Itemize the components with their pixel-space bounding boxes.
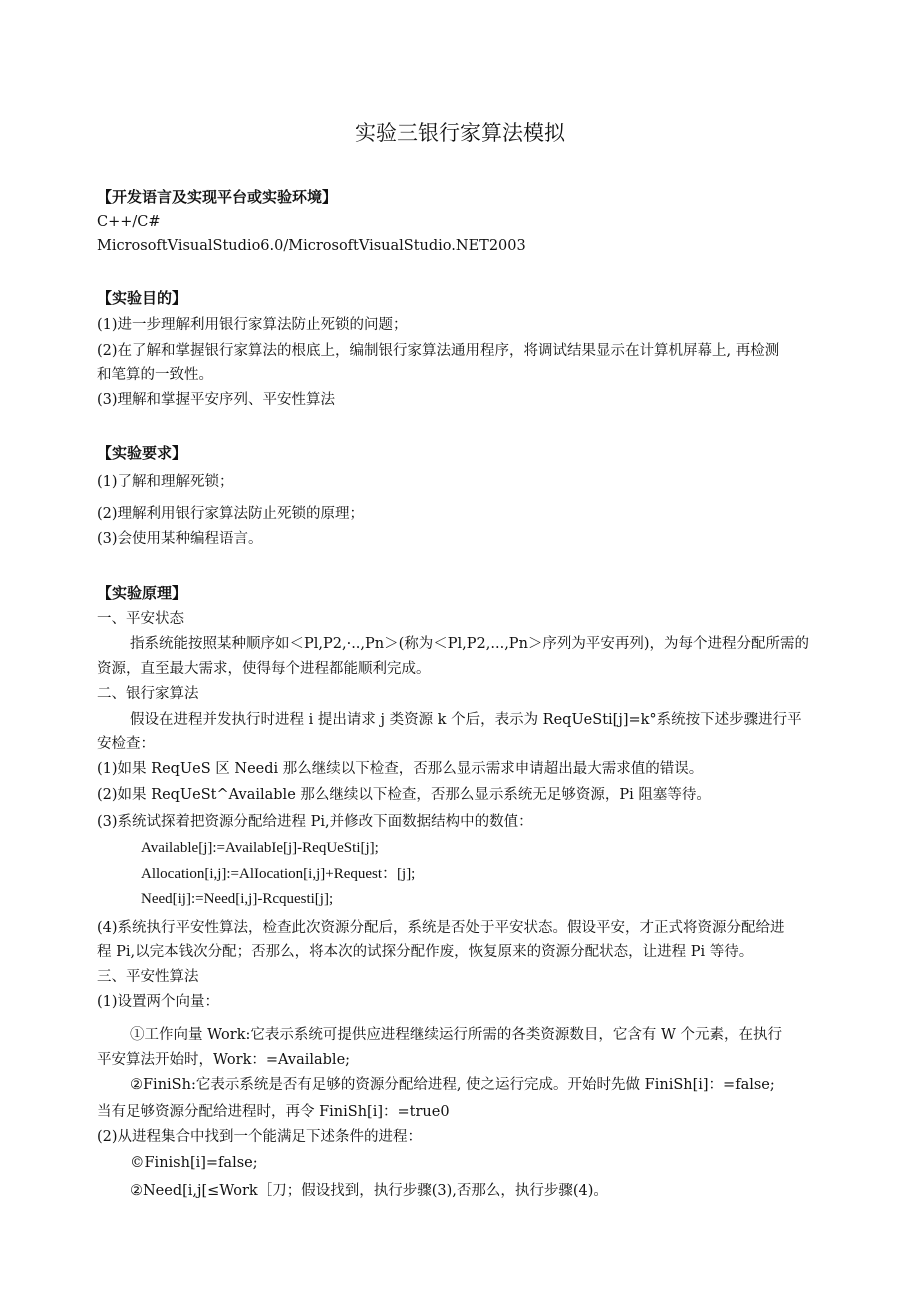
env-line: C++/C# bbox=[97, 214, 161, 230]
principle-line: (3)系统试探着把资源分配给进程 Pi,并修改下面数据结构中的数值： bbox=[97, 814, 533, 830]
subsection-heading: 二、银行家算法 bbox=[97, 686, 199, 702]
section-heading-principle: 【实验原理】 bbox=[97, 584, 188, 602]
principle-line: (4)系统执行平安性算法，检查此次资源分配后，系统是否处于平安状态。假设平安，才正式将资源分配给进 bbox=[97, 920, 785, 936]
principle-line: ②Need[i,j[≤Work［刀；假设找到，执行步骤(3),否那么，执行步骤(4)。 bbox=[130, 1183, 608, 1199]
code-line: Need[ij]:=Need[i,j]-Rcquesti[j]; bbox=[141, 891, 334, 907]
principle-line: ©Finish[i]=false; bbox=[130, 1155, 258, 1171]
section-heading-env: 【开发语言及实现平台或实验环境】 bbox=[97, 188, 338, 206]
principle-line: ①工作向量 Work:它表示系统可提供应进程继续运行所需的各类资源数目，它含有 W 个元素，在执行 bbox=[130, 1027, 782, 1043]
subsection-heading: 一、平安状态 bbox=[97, 611, 184, 627]
purpose-line: (3)理解和掌握平安序列、平安性算法 bbox=[97, 392, 336, 408]
page-title: 实验三银行家算法模拟 bbox=[355, 121, 565, 145]
section-heading-purpose: 【实验目的】 bbox=[97, 289, 188, 307]
requirement-line: (2)理解利用银行家算法防止死锁的原理； bbox=[97, 506, 365, 522]
principle-line: 资源，直至最大需求，使得每个进程都能顺利完成。 bbox=[97, 661, 431, 677]
code-line: Available[j]:=AvailabIe[j]-ReqUeSti[j]; bbox=[141, 840, 379, 856]
env-line: MicrosoftVisualStudio6.0/MicrosoftVisualStudio.NET2003 bbox=[97, 238, 526, 254]
principle-line: 指系统能按照某种顺序如＜Pl,P2,·..,Pn＞(称为＜Pl,P2,...,Pn＞序列为平安再列)，为每个进程分配所需的 bbox=[130, 636, 810, 652]
principle-line: (2)如果 ReqUeSt^Available 那么继续以下检查，否那么显示系统无足够资源，Pi 阻塞等待。 bbox=[97, 787, 711, 803]
principle-line: (2)从进程集合中找到一个能满足下述条件的进程： bbox=[97, 1129, 423, 1145]
requirement-line: (3)会使用某种编程语言。 bbox=[97, 531, 263, 547]
principle-line: ②FiniSh:它表示系统是否有足够的资源分配给进程, 使之运行完成。开始时先做 FiniSh[i]：=false; bbox=[130, 1077, 775, 1093]
principle-line: 程 Pi,以完本钱次分配；否那么，将本次的试探分配作废，恢复原来的资源分配状态，让进程 Pi 等待。 bbox=[97, 944, 754, 960]
principle-line: (1)设置两个向量： bbox=[97, 994, 220, 1010]
subsection-heading: 三、平安性算法 bbox=[97, 969, 199, 985]
purpose-line: (2)在了解和掌握银行家算法的根底上，编制银行家算法通用程序，将调试结果显示在计算机屏幕上, 再检测 bbox=[97, 343, 780, 359]
principle-line: (1)如果 ReqUeS 区 Needi 那么继续以下检查，否那么显示需求申请超出最大需求值的错误。 bbox=[97, 761, 704, 777]
purpose-line: (1)进一步理解利用银行家算法防止死锁的问题； bbox=[97, 317, 408, 333]
section-heading-requirements: 【实验要求】 bbox=[97, 444, 188, 462]
principle-line: 当有足够资源分配给进程时，再令 FiniSh[i]：=true0 bbox=[97, 1104, 450, 1120]
principle-line: 假设在进程并发执行时进程 i 提出请求 j 类资源 k 个后，表示为 ReqUeSti[j]=k°系统按下述步骤进行平 bbox=[130, 712, 802, 728]
principle-line: 安检查： bbox=[97, 736, 155, 752]
code-line: Allocation[i,j]:=AlIocation[i,j]+Request：[j]; bbox=[141, 866, 416, 882]
purpose-line: 和笔算的一致性。 bbox=[97, 367, 213, 383]
principle-line: 平安算法开始时，Work：=Available; bbox=[97, 1052, 351, 1068]
requirement-line: (1)了解和理解死锁； bbox=[97, 474, 234, 490]
